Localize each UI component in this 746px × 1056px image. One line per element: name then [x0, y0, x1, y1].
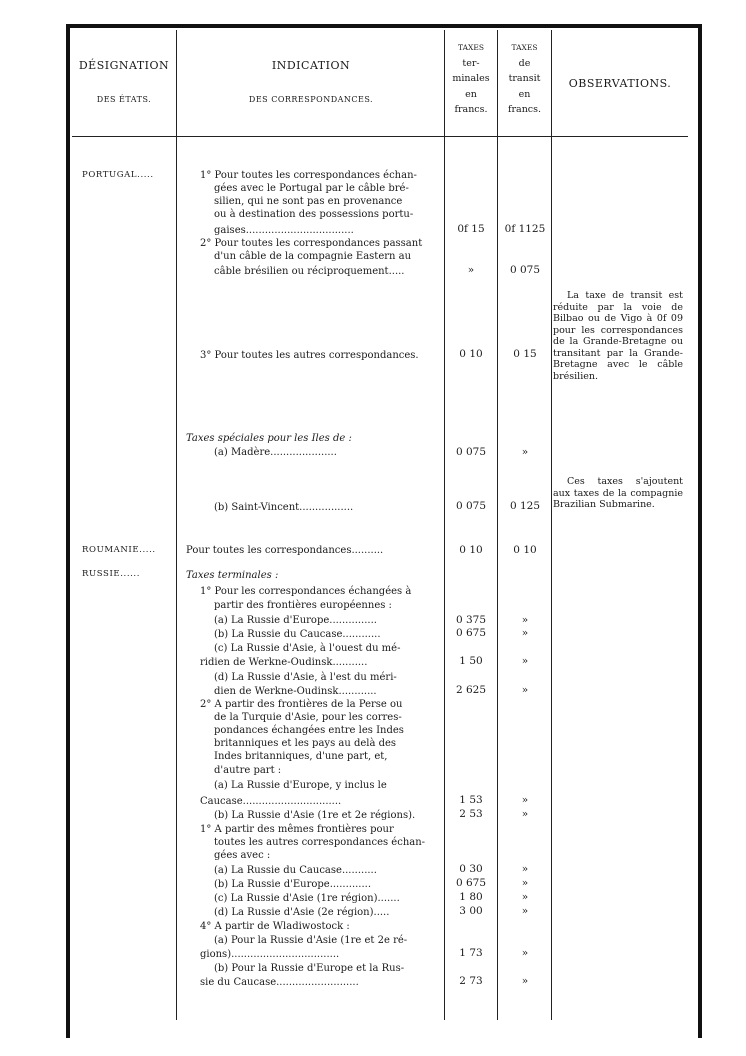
transit-tax-value: » [521, 684, 529, 696]
terminal-tax-value: 1 50 [459, 655, 483, 667]
header-designation: DÉSIGNATION [78, 59, 170, 72]
text-line: (d) La Russie d'Asie (2e région)..... [214, 907, 390, 918]
text-line: 1° Pour les correspondances échangées à [200, 586, 412, 597]
column-rule [176, 30, 177, 1020]
terminal-tax-value: 3 00 [459, 905, 483, 917]
terminal-tax-value: 1 80 [459, 891, 483, 903]
transit-tax-value: 0 125 [509, 500, 541, 512]
text-line: (a) La Russie d'Europe, y inclus le [214, 780, 387, 791]
text-line: (b) Saint-Vincent................. [214, 502, 354, 513]
transit-tax-value: » [521, 627, 529, 639]
header-indication-sub: DES CORRESPONDANCES. [248, 95, 374, 104]
text-line: gions).................................. [200, 949, 340, 960]
terminal-tax-value: 0 30 [459, 863, 483, 875]
header-transit-line: transit [508, 73, 541, 84]
text-line: ou à destination des possessions portu- [214, 209, 414, 220]
text-line: sie du Caucase.......................... [200, 977, 359, 988]
terminal-tax-value: 2 625 [455, 684, 487, 696]
transit-tax-value: 0 075 [509, 264, 541, 276]
text-line: britanniques et les pays au delà des [214, 738, 397, 749]
header-transit-line: francs. [507, 104, 542, 115]
terminal-tax-value: 2 73 [459, 975, 483, 987]
header-observations: OBSERVATIONS. [568, 77, 672, 90]
terminal-tax-value: 0 675 [455, 877, 487, 889]
text-line: gées avec le Portugal par le câble bré- [214, 183, 409, 194]
text-line: Taxes spéciales pour les Iles de : [186, 433, 352, 444]
text-line: d'autre part : [214, 765, 282, 776]
text-line: Caucase............................... [200, 796, 342, 807]
transit-tax-value: » [521, 877, 529, 889]
state-russie: RUSSIE...... [82, 569, 141, 579]
header-terminal-tax [445, 40, 497, 118]
text-line: de la Turquie d'Asie, pour les corres- [214, 712, 402, 723]
text-line: (c) La Russie d'Asie, à l'ouest du mé- [214, 643, 401, 654]
header-terminal-line: minales [452, 73, 490, 84]
header-transit-line: TAXES [511, 43, 538, 52]
text-line: 3° Pour toutes les autres correspondances. [200, 350, 419, 361]
transit-tax-value: » [521, 794, 529, 806]
transit-tax-value: » [521, 446, 529, 458]
terminal-tax-value: 0 075 [455, 446, 487, 458]
transit-tax-value: 0 15 [513, 348, 537, 360]
header-transit-line: de [518, 57, 531, 69]
terminal-tax-value: 2 53 [459, 808, 483, 820]
terminal-tax-value: 0 10 [459, 544, 483, 556]
text-line: dien de Werkne-Oudinsk............ [214, 686, 377, 697]
transit-tax-value: » [521, 947, 529, 959]
transit-tax-value: » [521, 655, 529, 667]
transit-tax-value: 0 10 [513, 544, 537, 556]
text-line: gaises.................................. [214, 225, 354, 236]
transit-tax-value: » [521, 614, 529, 626]
header-terminal-line: ter- [462, 57, 480, 69]
header-terminal-line: TAXES [458, 43, 484, 52]
text-line: Pour toutes les correspondances.......... [186, 545, 384, 556]
transit-tax-value: 0f 1125 [504, 223, 546, 235]
text-line: 1° Pour toutes les correspondances échan- [200, 170, 417, 181]
text-line: (a) La Russie d'Europe............... [214, 615, 377, 626]
terminal-tax-value: 0 10 [459, 348, 483, 360]
text-line: pondances échangées entre les Indes [214, 725, 404, 736]
text-line: (b) La Russie d'Asie (1re et 2e régions). [214, 810, 416, 821]
text-line: 1° A partir des mêmes frontières pour [200, 824, 394, 835]
text-line: câble brésilien ou réciproquement..... [214, 266, 405, 277]
terminal-tax-value: 0 375 [455, 614, 487, 626]
text-line: gées avec : [214, 850, 271, 861]
transit-tax-value: » [521, 808, 529, 820]
text-line: ridien de Werkne-Oudinsk........... [200, 657, 368, 668]
transit-tax-value: » [521, 863, 529, 875]
observation-note: La taxe de transit est réduite par la voie de Bilbao ou de Vigo à 0f 09 pour les correspondances de la Grande-Bretagne ou transitant par la Grande-Bretagne avec le câble brésilien. [553, 290, 683, 382]
column-rule [497, 30, 498, 1020]
observation-note: Ces taxes s'ajoutent aux taxes de la compagnie Brazilian Submarine. [553, 476, 683, 510]
text-line: 2° Pour toutes les correspondances passant [200, 238, 423, 249]
transit-tax-value: » [521, 891, 529, 903]
terminal-tax-value: 0 675 [455, 627, 487, 639]
text-line: 2° A partir des frontières de la Perse ou [200, 699, 403, 710]
transit-tax-value: » [521, 905, 529, 917]
text-line: (b) La Russie d'Europe............. [214, 879, 372, 890]
text-line: (a) La Russie du Caucase........... [214, 865, 377, 876]
header-rule [72, 136, 688, 137]
text-line: (a) Pour la Russie d'Asie (1re et 2e ré- [214, 935, 408, 946]
column-rule [551, 30, 552, 1020]
text-line: (d) La Russie d'Asie, à l'est du méri- [214, 672, 397, 683]
terminal-tax-value: 1 73 [459, 947, 483, 959]
header-transit-tax [498, 40, 551, 118]
terminal-tax-value: » [467, 264, 475, 276]
text-line: 4° A partir de Wladiwostock : [200, 921, 350, 932]
terminal-tax-value: 0 075 [455, 500, 487, 512]
text-line: (b) La Russie du Caucase............ [214, 629, 381, 640]
header-designation-sub: DES ÉTATS. [96, 95, 152, 104]
header-terminal-line: francs. [454, 104, 488, 115]
terminal-tax-value: 1 53 [459, 794, 483, 806]
text-line: d'un câble de la compagnie Eastern au [214, 251, 412, 262]
header-transit-line: en [518, 88, 531, 100]
text-line: Indes britanniques, d'une part, et, [214, 751, 388, 762]
terminal-tax-value: 0f 15 [457, 223, 485, 235]
header-indication: INDICATION [271, 59, 351, 72]
text-line: (b) Pour la Russie d'Europe et la Rus- [214, 963, 405, 974]
text-line: (c) La Russie d'Asie (1re région)....... [214, 893, 400, 904]
text-line: silien, qui ne sont pas en provenance [214, 196, 403, 207]
header-terminal-line: en [465, 88, 477, 100]
state-portugal: PORTUGAL..... [82, 170, 154, 180]
transit-tax-value: » [521, 975, 529, 987]
text-line: toutes les autres correspondances échan- [214, 837, 426, 848]
state-roumanie: ROUMANIE..... [82, 545, 156, 555]
text-line: partir des frontières européennes : [214, 600, 392, 611]
text-line: (a) Madère..................... [214, 447, 337, 458]
text-line: Taxes terminales : [186, 570, 279, 581]
